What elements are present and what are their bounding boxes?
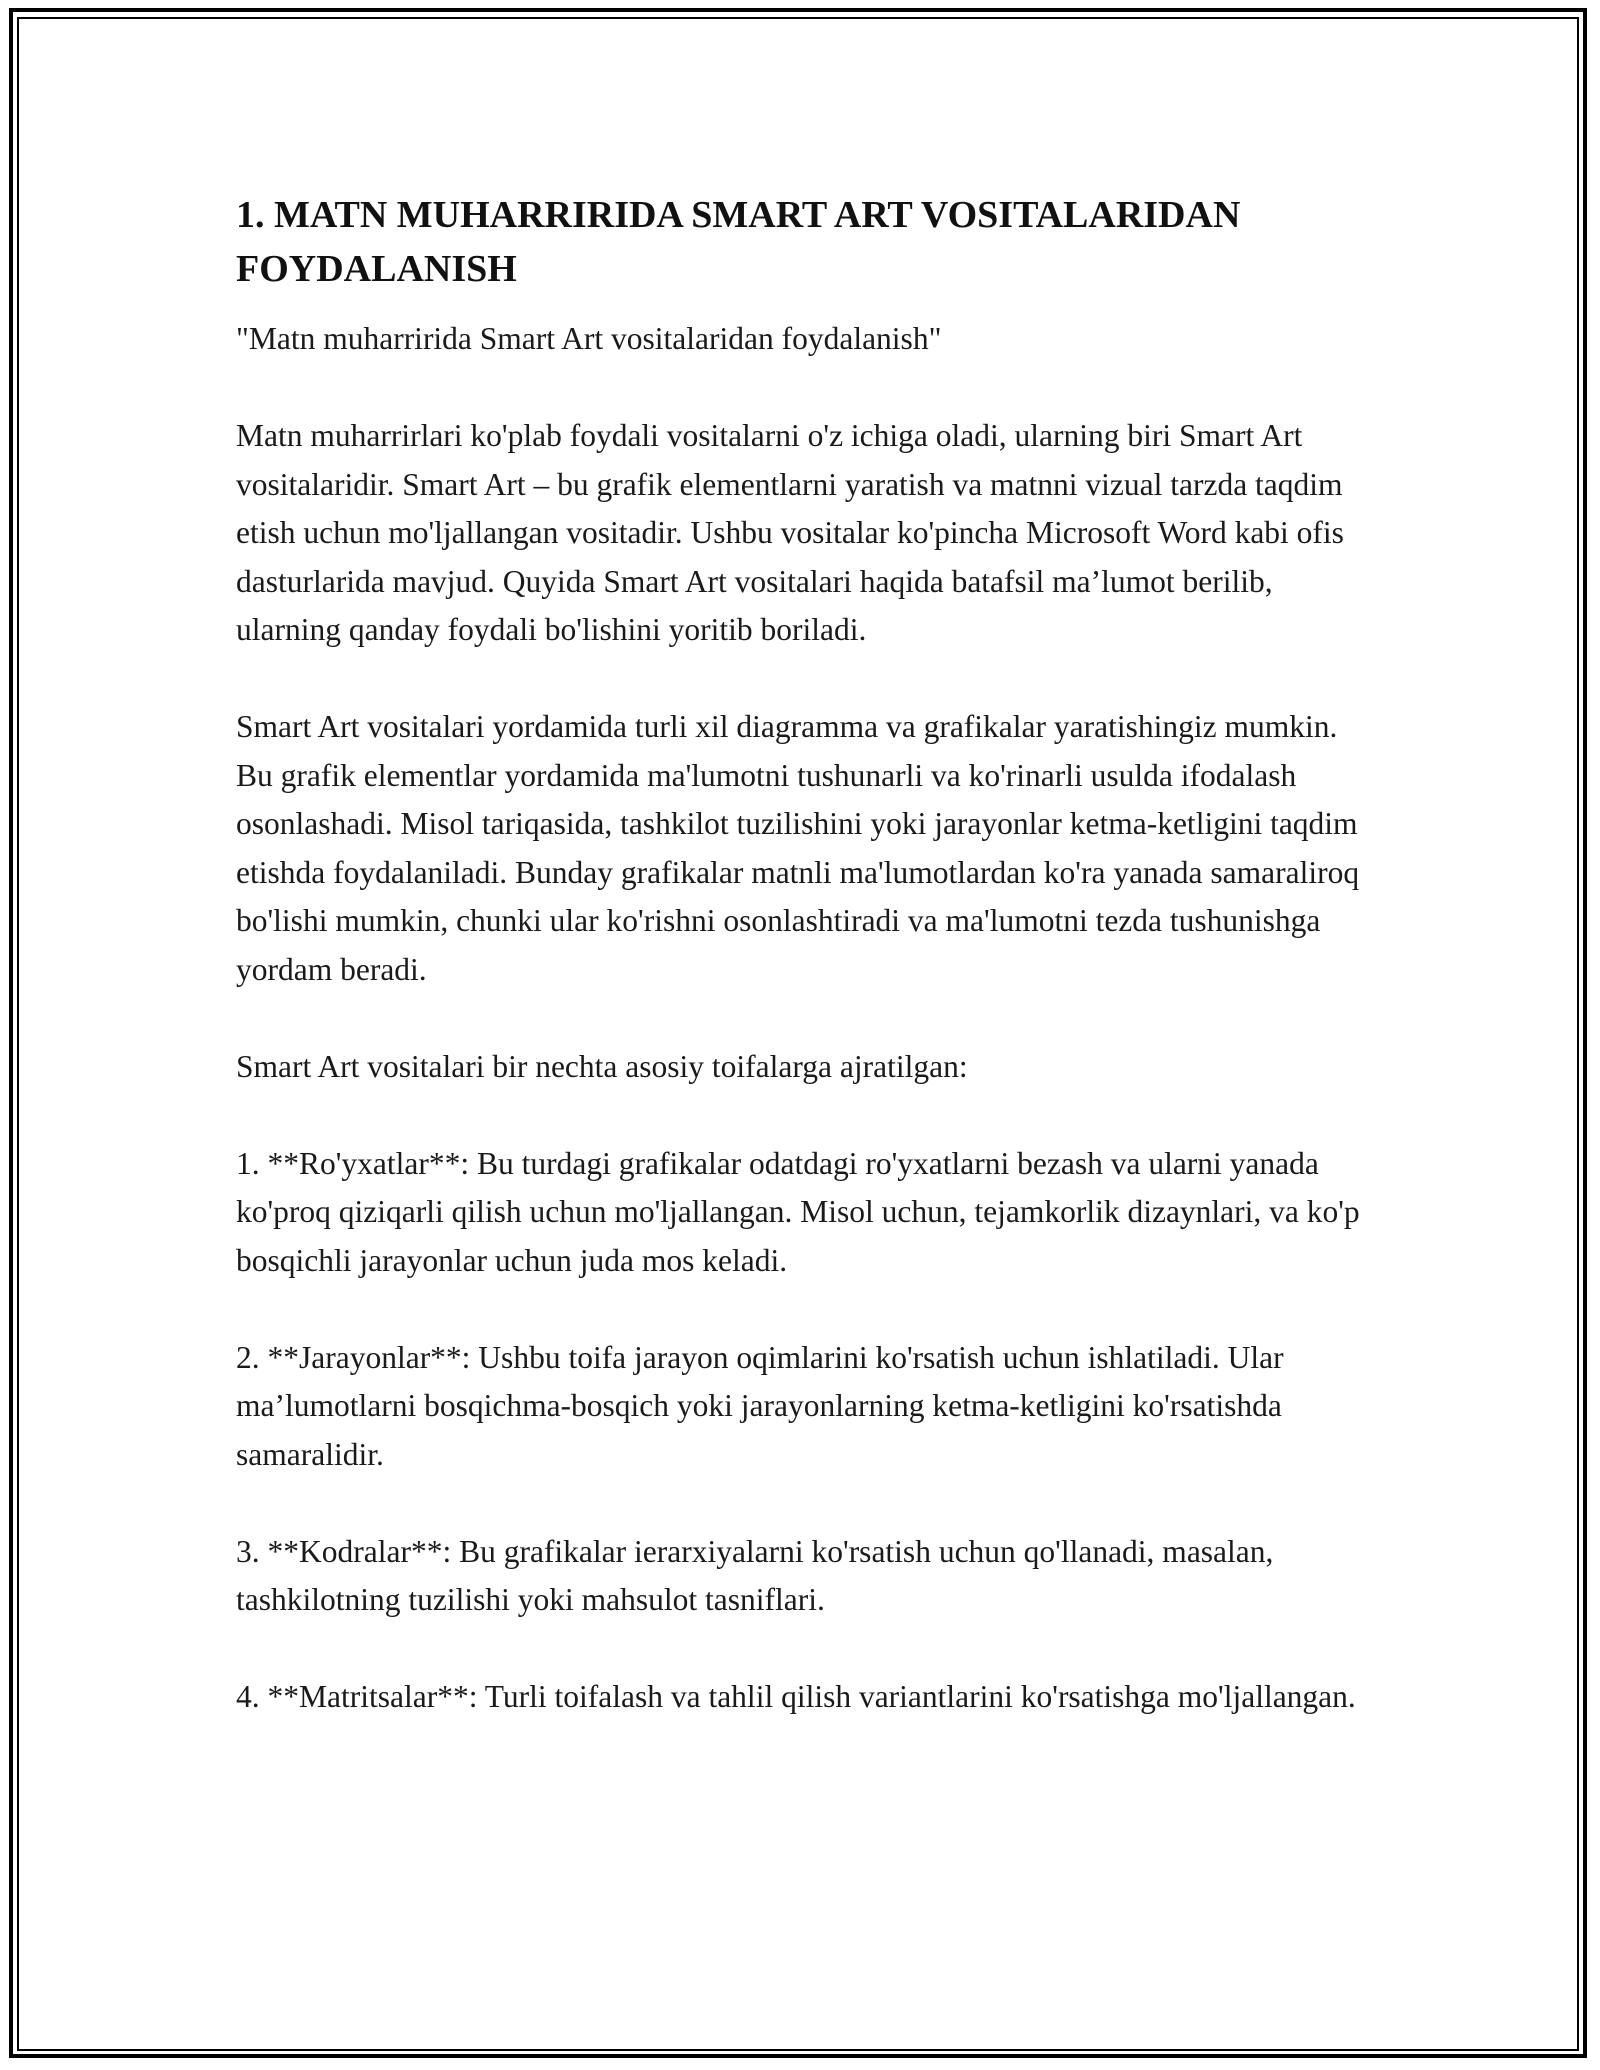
- paragraph-categories-intro: Smart Art vositalari bir nechta asosiy toifalarga ajratilgan:: [236, 1048, 968, 1084]
- list-item-jarayonlar: 2. **Jarayonlar**: Ushbu toifa jarayon oqimlarini ko'rsatish uchun ishlatiladi. Ular ma’lumotlarni bosqichma-bosqich yoki jarayonlarning ketma-ketligini ko'rsatishda samaralidir.: [236, 1339, 1284, 1472]
- document-title: 1. MATN MUHARRIRIDA SMART ART VOSITALARIDAN FOYDALANISH: [236, 194, 1241, 290]
- paragraph-subtitle: "Matn muharririda Smart Art vositalaridan foydalanish": [236, 321, 942, 356]
- paragraph-diagrams: Smart Art vositalari yordamida turli xil diagramma va grafikalar yaratishingiz mumkin. Bu grafik elementlar yordamida ma'lumotni tushunarli va ko'rinarli usulda ifodalash osonlashadi. Misol tariqasida, tashkilot tuzilishini yoki jarayonlar ketma-ketligini taqdim etishda foydalaniladi. Bunday grafikalar matnli ma'lumotlardan ko'ra yanada samaraliroq bo'lishi mumkin, chunki ular ko'rishni osonlashtiradi va ma'lumotni tezda tushunishga yordam beradi.: [236, 709, 1360, 987]
- list-item-royxatlar: 1. **Ro'yxatlar**: Bu turdagi grafikalar odatdagi ro'yxatlarni bezash va ularni yanada ko'proq qiziqarli qilish uchun mo'ljallangan. Misol uchun, tejamkorlik dizaynlari, va ko'p bosqichli jarayonlar uchun juda mos keladi.: [236, 1145, 1360, 1278]
- list-item-kodralar: 3. **Kodralar**: Bu grafikalar ierarxiyalarni ko'rsatish uchun qo'llanadi, masalan, tashkilotning tuzilishi yoki mahsulot tasniflari.: [236, 1533, 1274, 1617]
- document-body: [236, 188, 1366, 1770]
- paragraph-intro: Matn muharrirlari ko'plab foydali vositalarni o'z ichiga oladi, ularning biri Smart Art vositalaridir. Smart Art – bu grafik elementlarni yaratish va matnni vizual tarzda taqdim etish uchun mo'ljallangan vositadir. Ushbu vositalar ko'pincha Microsoft Word kabi ofis dasturlarida mavjud. Quyida Smart Art vositalari haqida batafsil ma’lumot berilib, ularning qanday foydali bo'lishini yoritib boriladi.: [236, 418, 1344, 647]
- list-item-matritsalar: 4. **Matritsalar**: Turli toifalash va tahlil qilish variantlarini ko'rsatishga mo'ljallangan.: [236, 1679, 1356, 1714]
